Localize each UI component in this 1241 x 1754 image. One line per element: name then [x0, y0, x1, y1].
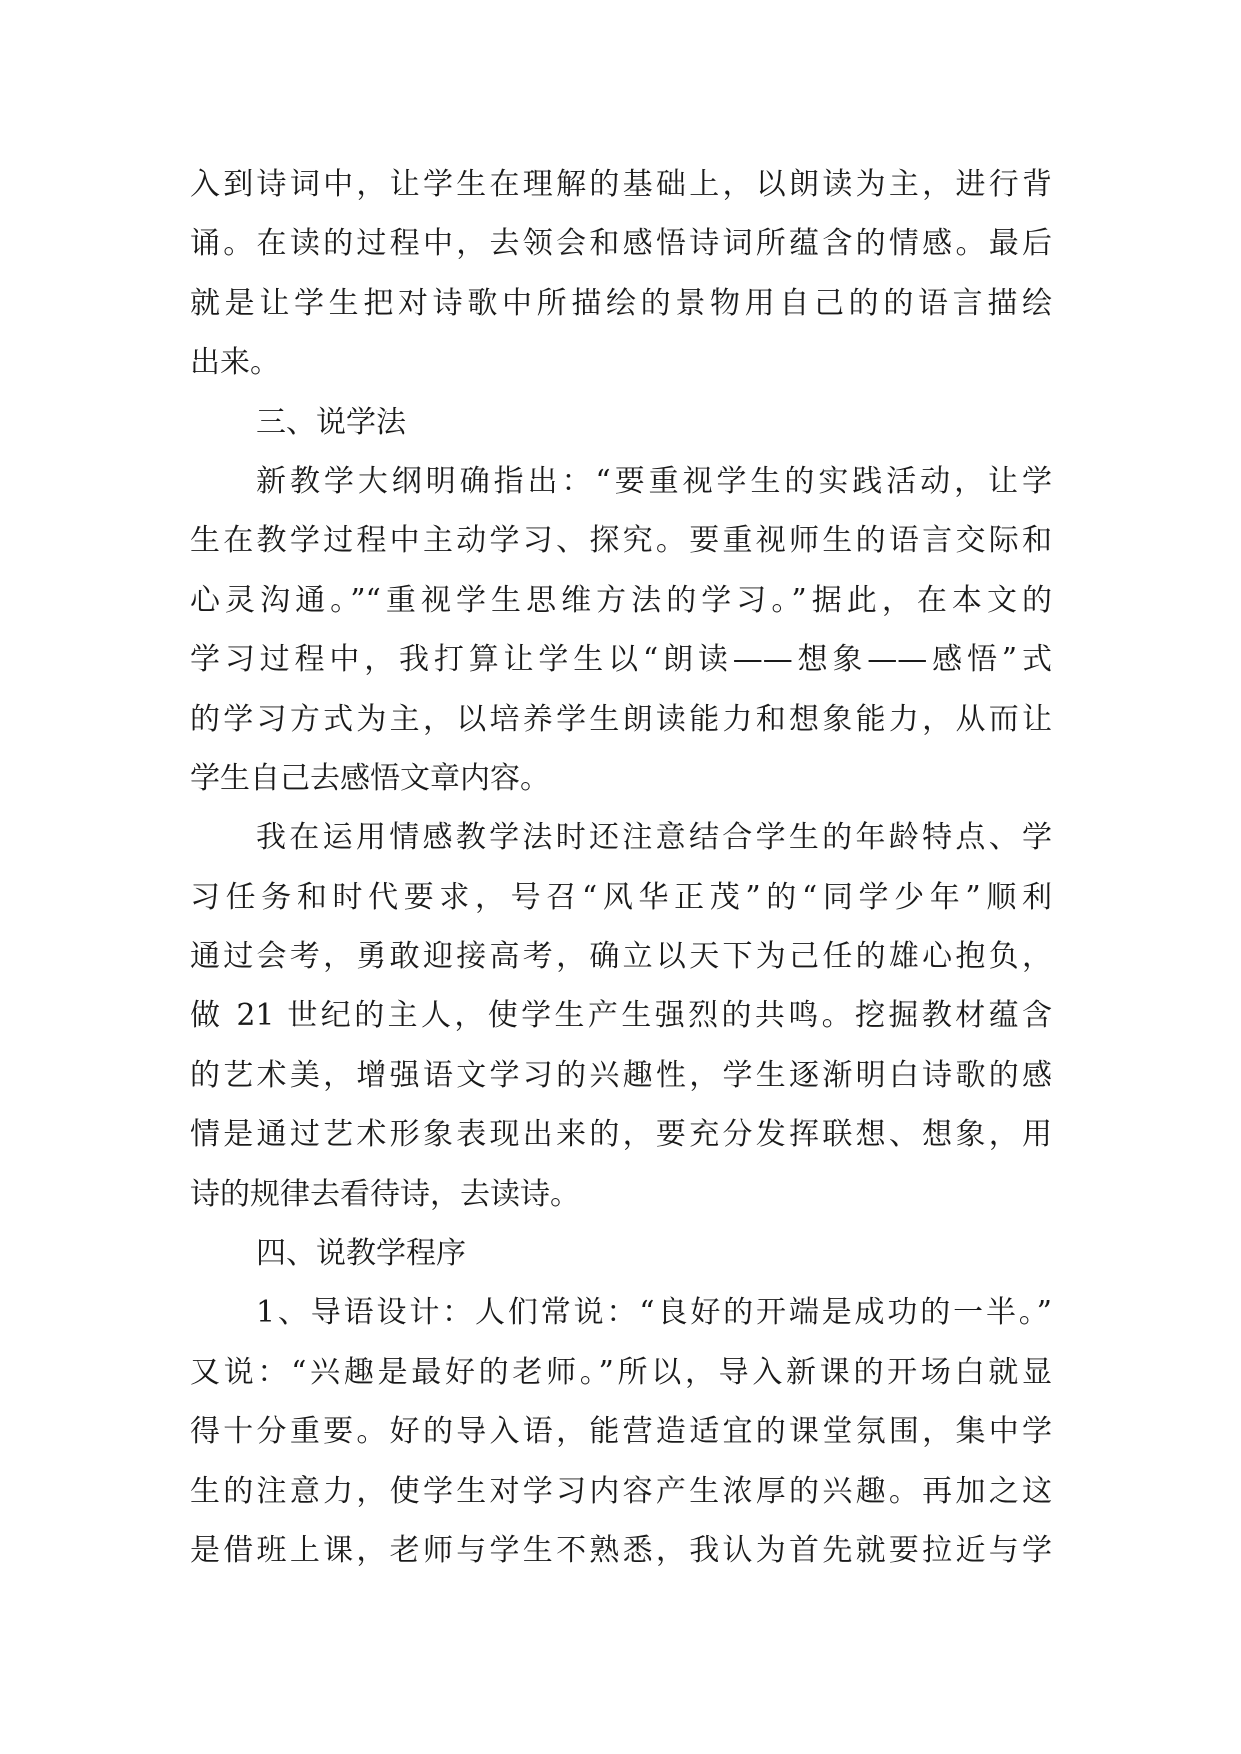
text-line: 的学习方式为主，以培养学生朗读能力和想象能力，从而让: [190, 701, 1052, 737]
text-line: 入到诗词中，让学生在理解的基础上，以朗读为主，进行背: [190, 167, 1052, 202]
text-line: 心灵沟通。”“重视学生思维方法的学习。”据此，在本文的: [190, 582, 1052, 618]
text-line: 是借班上课，老师与学生不熟悉，我认为首先就要拉近与学: [190, 1532, 1052, 1568]
text-line: 又说：“兴趣是最好的老师。”所以，导入新课的开场白就显: [190, 1354, 1052, 1390]
text-line: 学生自己去感悟文章内容。: [190, 760, 550, 796]
text-line: 就是让学生把对诗歌中所描绘的景物用自己的的语言描绘: [190, 285, 1052, 321]
text-line: 新教学大纲明确指出：“要重视学生的实践活动，让学: [256, 463, 1052, 499]
text-line: 通过会考，勇敢迎接高考，确立以天下为己任的雄心抱负，: [190, 939, 1052, 975]
text-line: 出来。: [190, 345, 280, 381]
text-line: 生的注意力，使学生对学习内容产生浓厚的兴趣。再加之这: [190, 1473, 1052, 1509]
text-line: 诗的规律去看待诗，去读诗。: [190, 1176, 580, 1212]
text-line: 情是通过艺术形象表现出来的，要充分发挥联想、想象，用: [190, 1117, 1052, 1153]
text-line: 学习过程中，我打算让学生以“朗读——想象——感悟”式: [190, 642, 1052, 678]
text-line: 1、导语设计：人们常说：“良好的开端是成功的一半。”: [256, 1295, 1052, 1331]
text-line: 做 21 世纪的主人，使学生产生强烈的共鸣。挖掘教材蕴含: [190, 998, 1052, 1034]
text-line: 的艺术美，增强语文学习的兴趣性，学生逐渐明白诗歌的感: [190, 1057, 1052, 1093]
text-line: 诵。在读的过程中，去领会和感悟诗词所蕴含的情感。最后: [190, 226, 1052, 262]
section-heading: 四、说教学程序: [256, 1236, 466, 1272]
text-line: 生在教学过程中主动学习、探究。要重视师生的语言交际和: [190, 523, 1052, 559]
text-line: 我在运用情感教学法时还注意结合学生的年龄特点、学: [256, 820, 1052, 856]
text-line: 得十分重要。好的导入语，能营造适宜的课堂氛围，集中学: [190, 1414, 1052, 1450]
body-text: [190, 155, 1052, 1580]
text-line: 习任务和时代要求，号召“风华正茂”的“同学少年”顺利: [190, 879, 1052, 915]
section-heading: 三、说学法: [256, 404, 406, 440]
